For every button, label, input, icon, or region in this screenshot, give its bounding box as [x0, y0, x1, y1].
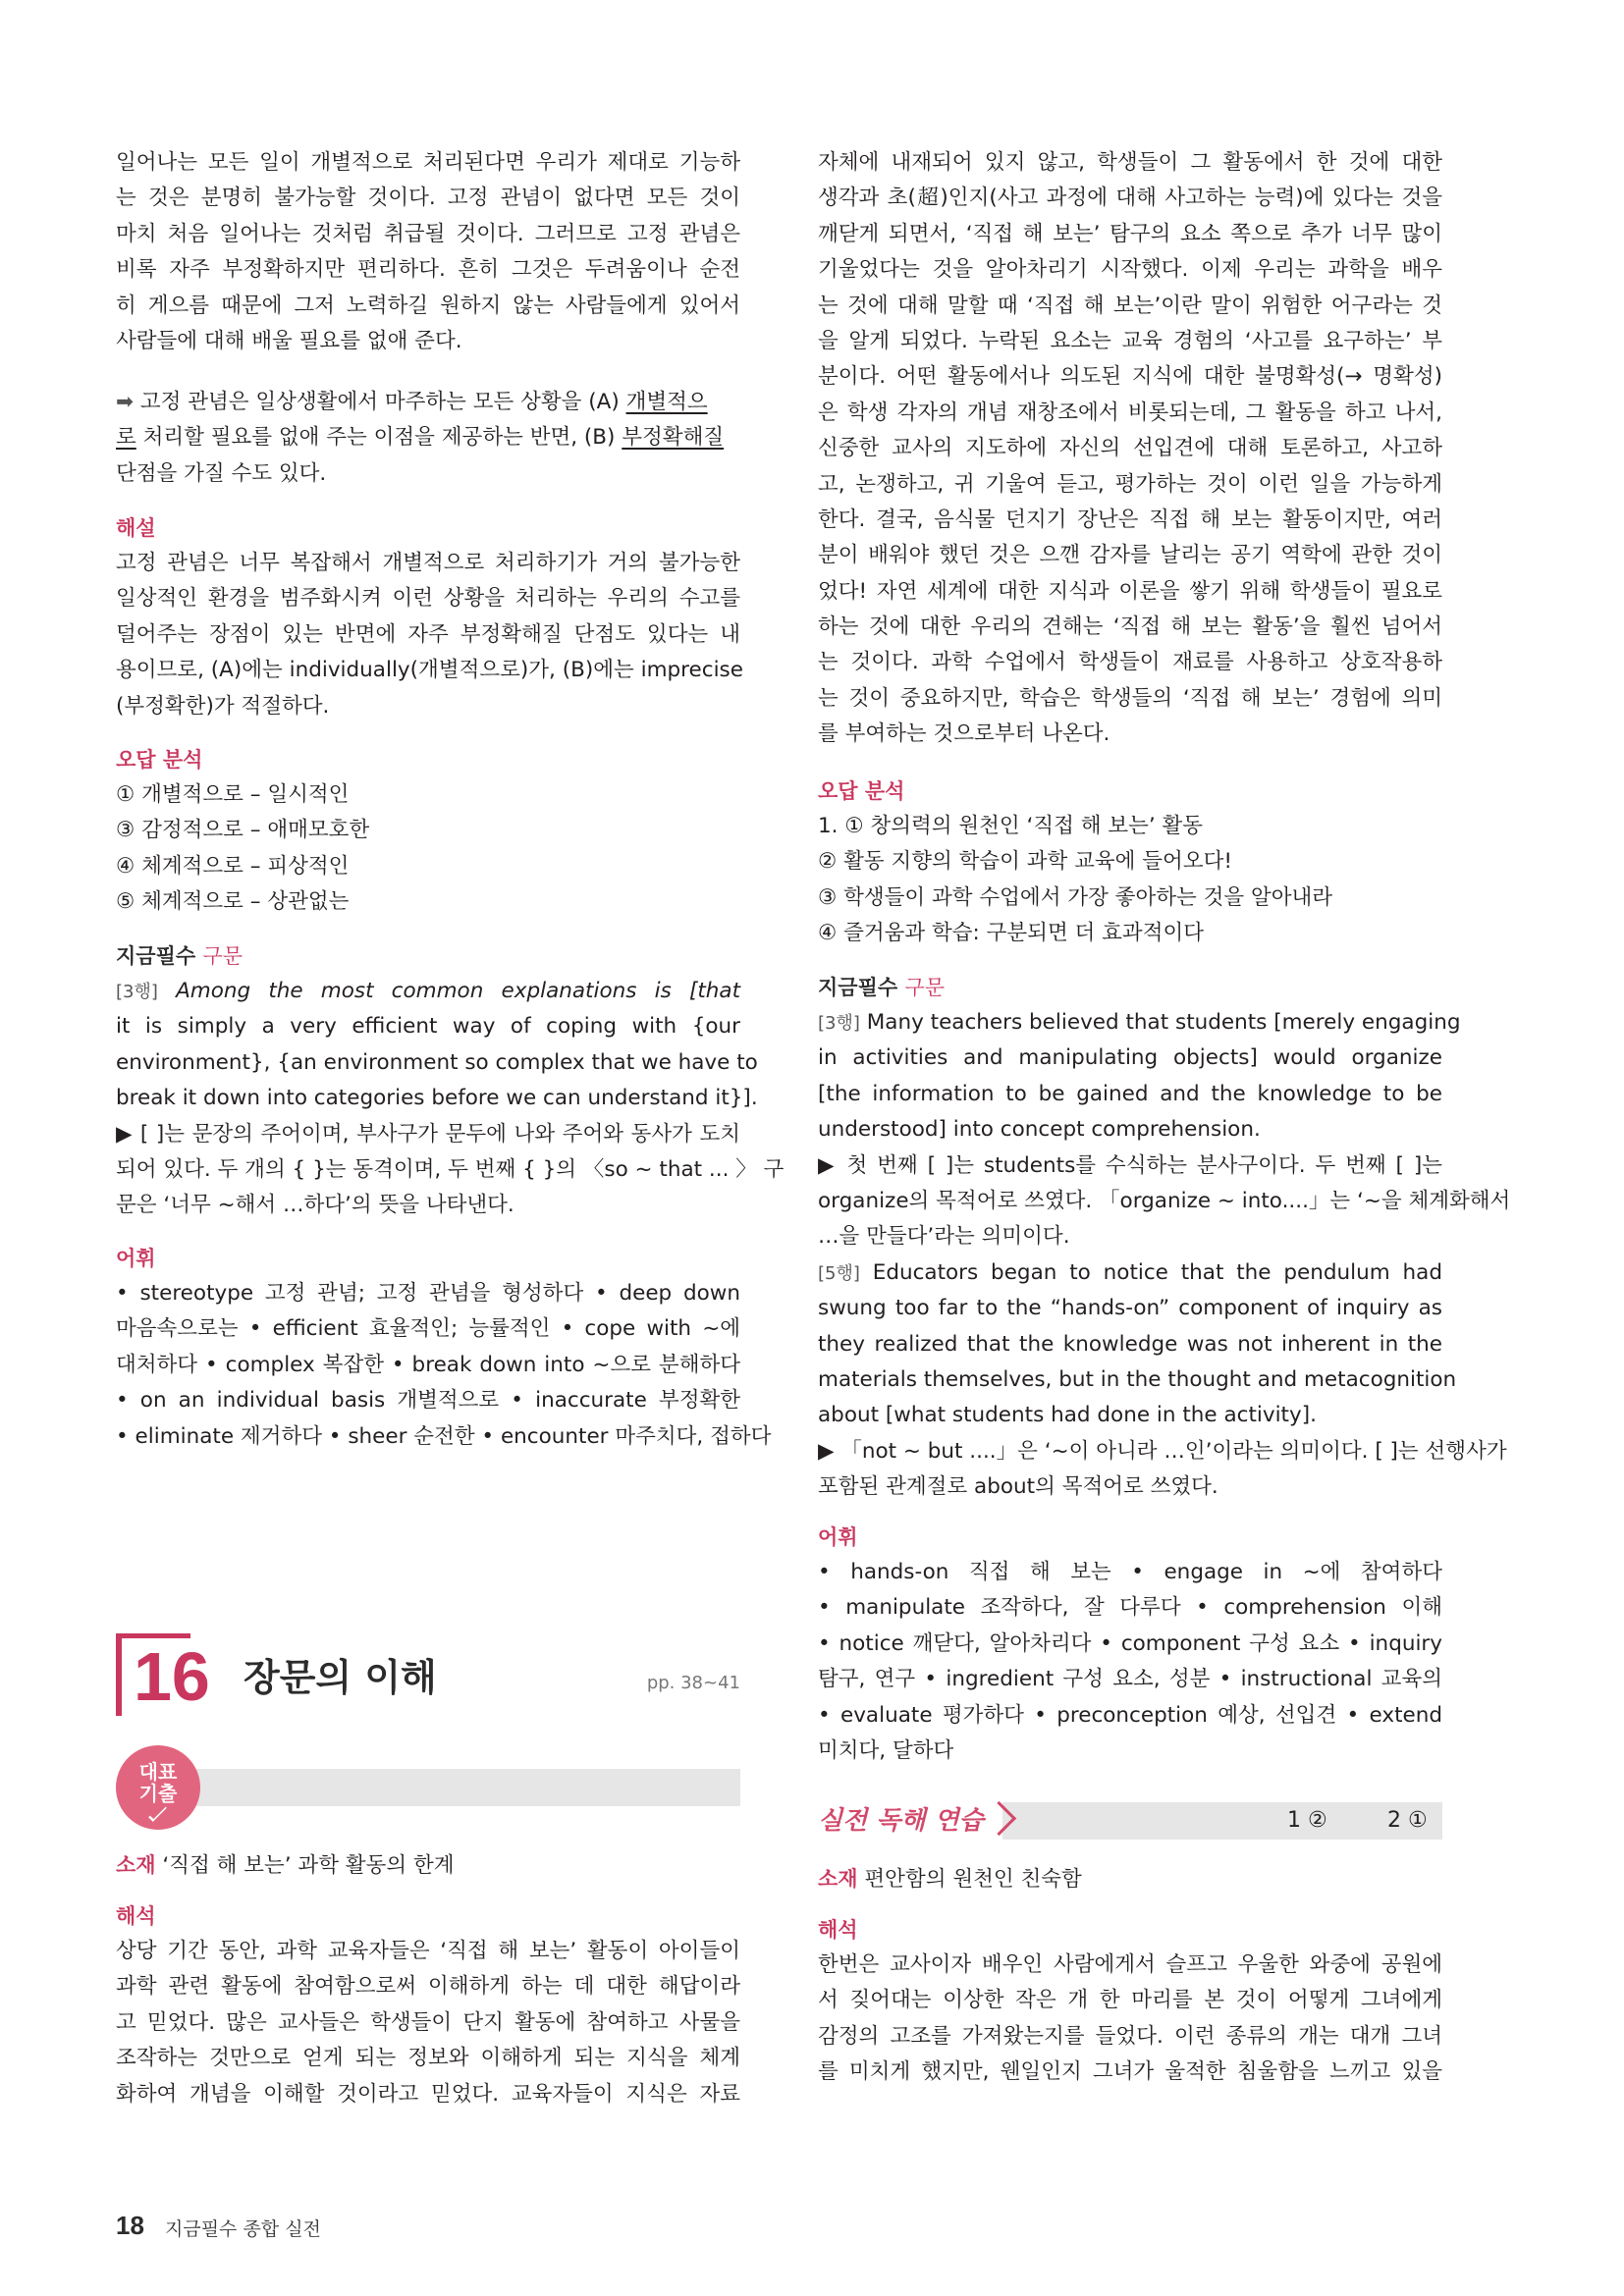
syntax-note: ▶ [ ]는 문장의 주어이며, 부사구가 문두에 나와 주어와 동사가 도치: [116, 1121, 740, 1147]
syntax-line: break it down into categories before we can understand it}].: [116, 1086, 758, 1111]
arrow-icon: ➡: [116, 390, 135, 414]
text-line: 비록 자주 부정확하지만 편리하다. 흔히 그것은 두려움이나 순전: [116, 257, 740, 283]
wrong-answer-section: [116, 742, 740, 921]
vocab-line: 마음속으로는 • efficient 효율적인; 능률적인 • cope with ~에: [116, 1316, 740, 1342]
chevron-down-icon: [148, 1803, 167, 1822]
text-line: 고, 논쟁하고, 귀 기울여 듣고, 평가하는 것이 이런 일을 가능하게: [818, 471, 1442, 497]
vocab-line: • stereotype 고정 관념; 고정 관념을 형성하다 • deep down: [116, 1281, 740, 1306]
text-line: 사람들에 대해 배울 필요를 없애 준다.: [116, 328, 462, 353]
text-line: 한다. 결국, 음식물 던지기 장난은 직접 해 보는 활동이지만, 여러: [818, 507, 1442, 532]
syntax-line: understood] into concept comprehension.: [818, 1117, 1261, 1143]
section-heading: 해석: [818, 1918, 858, 1942]
summary-line: 로 처리할 필요를 없애 주는 이점을 제공하는 반면, (B) 부정확해질: [116, 425, 725, 451]
representative-badge: 대표 기출: [116, 1745, 200, 1830]
syntax-note: organize의 목적어로 쓰였다. 「organize ~ into....」는 ‘~을 체계화해서: [818, 1188, 1511, 1213]
badge-bar: [155, 1769, 740, 1806]
text-line: 과학 관련 활동에 참여함으로써 이해하게 하는 데 대한 해답이라: [116, 1974, 740, 2000]
summary-line: ➡ 고정 관념은 일상생활에서 마주하는 모든 상황을 (A) 개별적으: [116, 390, 708, 414]
passage-translation-end: [116, 145, 740, 359]
text-line: 는 것은 분명히 불가능할 것이다. 고정 관념이 없다면 모든 것이: [116, 186, 740, 211]
syntax-line: environment}, {an environment so complex that we have to: [116, 1049, 758, 1075]
list-item: ④ 즐거움과 학습: 구분되면 더 효과적이다: [818, 921, 1204, 946]
text-line: 생각과 초(超)인지(사고 과정에 대해 사고하는 능력)에 있다는 것을: [818, 186, 1442, 211]
syntax-line: they realized that the knowledge was not inherent in the: [818, 1331, 1442, 1357]
syntax-note: 되어 있다. 두 개의 { }는 동격이며, 두 번째 { }의 〈so ~ that ... 〉 구: [116, 1156, 785, 1182]
text-line: 한번은 교사이자 배우인 사람에게서 슬프고 우울한 와중에 공원에: [818, 1952, 1442, 1977]
section-heading: 오답 분석: [818, 779, 905, 803]
text-line: 고정 관념은 너무 복잡해서 개별적으로 처리하기가 거의 불가능한: [116, 551, 740, 575]
text-line: 는 것이 중요하지만, 학습은 학생들의 ‘직접 해 보는’ 경험에 의미: [818, 685, 1442, 711]
syntax-line: swung too far to the “hands-on” component of inquiry as: [818, 1296, 1442, 1321]
list-item: ② 활동 지향의 학습이 과학 교육에 들어오다!: [818, 849, 1232, 875]
text-line: 었다! 자연 세계에 대한 지식과 이론을 쌓기 위해 학생들이 필요로: [818, 578, 1442, 604]
summary-line: 단점을 가질 수도 있다.: [116, 460, 327, 486]
section-heading: 어휘: [818, 1525, 858, 1549]
section-number: 16: [134, 1638, 210, 1715]
text-line: 고 믿었다. 많은 교사들은 학생들이 단지 활동에 참여하고 사물을: [116, 2009, 740, 2035]
syntax-line: in activities and manipulating objects] would organize: [818, 1045, 1442, 1071]
text-line: (부정확한)가 적절하다.: [116, 693, 330, 719]
representative-badge-row: [116, 1745, 740, 1832]
vocab-line: • on an individual basis 개별적으로 • inaccurate 부정확한: [116, 1388, 740, 1414]
text-line: 은 학생 각자의 개념 재창조에서 비롯되는데, 그 활동을 하고 나서,: [818, 400, 1442, 425]
vocab-line: • eliminate 제거하다 • sheer 순전한 • encounter 마주치다, 접하다: [116, 1423, 772, 1449]
text-line: 기울었다는 것을 알아차리기 시작했다. 이제 우리는 과학을 배우: [818, 257, 1442, 283]
text-line: 조작하는 것만으로 얻게 되는 정보와 이해하게 되는 지식을 체계: [116, 2046, 740, 2071]
section-heading: 해설: [116, 516, 156, 540]
text-line: 일상적인 환경을 범주화시켜 이런 상황을 처리하는 우리의 수고를: [116, 586, 740, 612]
vocab-line: 미치다, 달하다: [818, 1737, 954, 1763]
summary-block: [116, 385, 740, 492]
text-line: 는 것이다. 과학 수업에서 학생들이 재료를 사용하고 상호작용하: [818, 650, 1442, 675]
syntax-section: [116, 938, 785, 1224]
text-line: 신중한 교사의 지도하에 자신의 선입견에 대해 토론하고, 사고하: [818, 436, 1442, 461]
vocab-line: • manipulate 조작하다, 잘 다루다 • comprehension 이해: [818, 1595, 1442, 1621]
syntax-line: materials themselves, but in the thought and metacognition: [818, 1366, 1457, 1392]
syntax-line: [the information to be gained and the knowledge to be: [818, 1081, 1442, 1106]
answer-key-1: 1 ②: [1287, 1808, 1327, 1833]
topic-label: 소재: [116, 1853, 156, 1877]
text-line: 를 미치게 했지만, 웬일인지 그녀가 울적한 침울함을 느끼고 있을: [818, 2059, 1442, 2085]
text-line: 분이 배워야 했던 것은 으깬 감자를 날리는 공기 역학에 관한 것이: [818, 543, 1442, 568]
text-line: 자체에 내재되어 있지 않고, 학생들이 그 활동에서 한 것에 대한: [818, 150, 1442, 175]
passage-translation-continued: [818, 145, 1442, 753]
vocab-line: • hands-on 직접 해 보는 • engage in ~에 참여하다: [818, 1560, 1442, 1584]
text-line: 깨닫게 되면서, ‘직접 해 보는’ 탐구의 요소 쪽으로 추가 너무 많이: [818, 221, 1442, 246]
vocab-line: 대처하다 • complex 복잡한 • break down into ~으로 분해하다: [116, 1352, 740, 1377]
section-heading: 어휘: [116, 1247, 156, 1270]
practice-explanation: [818, 1912, 1442, 2091]
section-heading: 오답 분석: [116, 748, 203, 772]
section-heading: 지금필수 구문: [116, 944, 244, 968]
text-line: 하는 것에 대한 우리의 견해는 ‘직접 해 보는 활동’을 훨씬 넘어서: [818, 614, 1442, 640]
topic-line: 소재 편안함의 원천인 친숙함: [818, 1867, 1082, 1892]
text-line: 는 것에 대해 말할 때 ‘직접 해 보는’이란 말이 위험한 어구라는 것: [818, 293, 1442, 318]
text-line: 상당 기간 동안, 과학 교육자들은 ‘직접 해 보는’ 활동이 아이들이: [116, 1939, 740, 1963]
topic-line: 소재 ‘직접 해 보는’ 과학 활동의 한계: [116, 1853, 455, 1878]
section-16-header: [116, 1633, 740, 1722]
syntax-line: about [what students had done in the activity].: [818, 1403, 1317, 1428]
syntax-line: [5행] Educators began to notice that the pendulum had: [818, 1259, 1442, 1285]
list-item: ③ 학생들이 과학 수업에서 가장 좋아하는 것을 알아내라: [818, 884, 1333, 910]
list-item: ⑤ 체계적으로 – 상관없는: [116, 889, 350, 915]
list-item: ① 개별적으로 – 일시적인: [116, 782, 350, 807]
syntax-section: [818, 970, 1511, 1505]
syntax-line: it is simply a very efficient way of coping with {our: [116, 1014, 740, 1040]
list-item: ④ 체계적으로 – 피상적인: [116, 853, 350, 879]
explanation-section: [116, 510, 743, 724]
text-line: 감정의 고조를 가져왔는지를 들었다. 이런 종류의 개는 대개 그녀: [818, 2023, 1442, 2049]
text-line: 마치 처음 일어나는 것처럼 취급될 것이다. 그러므로 고정 관념은: [116, 221, 740, 246]
topic-label: 소재: [818, 1867, 858, 1891]
syntax-note: ▶ 첫 번째 [ ]는 students를 수식하는 분사구이다. 두 번째 [ ]는: [818, 1152, 1442, 1178]
syntax-note: ▶ 「not ~ but ....」은 ‘~이 아니라 …인’이라는 의미이다. [ ]는 선행사가: [818, 1438, 1507, 1464]
text-line: 를 부여하는 것으로부터 나온다.: [818, 721, 1110, 747]
syntax-line: [3행] Among the most common explanations is [that: [116, 979, 740, 1003]
text-line: 히 게으름 때문에 그저 노력하길 원하지 않는 사람들에게 있어서: [116, 293, 740, 318]
practice-title: 실전 독해 연습: [818, 1806, 984, 1836]
text-line: 일어나는 모든 일이 개별적으로 처리된다면 우리가 제대로 기능하: [116, 150, 740, 175]
text-line: 용이므로, (A)에는 individually(개별적으로)가, (B)에는 imprecise: [116, 658, 743, 683]
vocab-line: • notice 깨닫다, 알아차리다 • component 구성 요소 • inquiry: [818, 1630, 1442, 1656]
practice-bar: [818, 1802, 1442, 1840]
text-line: 덜어주는 장점이 있는 반면에 자주 부정확해질 단점도 있다는 내: [116, 621, 740, 647]
text-line: 분이다. 어떤 활동에서나 의도된 지식에 대한 불명확성(→ 명확성): [818, 364, 1442, 390]
vocabulary-section: [116, 1241, 772, 1455]
section-heading: 지금필수 구문: [818, 976, 946, 999]
vocabulary-section: [818, 1520, 1442, 1769]
syntax-note: 문은 ‘너무 ~해서 …하다’의 뜻을 나타낸다.: [116, 1193, 514, 1218]
section-title: 장문의 이해: [244, 1656, 437, 1699]
syntax-note: 포함된 관계절로 about의 목적어로 쓰였다.: [818, 1474, 1218, 1500]
sec16-explanation: [116, 1898, 740, 2112]
page-number: 18: [116, 2211, 144, 2240]
section-heading: 해석: [116, 1904, 156, 1928]
syntax-note: …을 만들다’라는 의미이다.: [818, 1224, 1070, 1250]
page-range: pp. 38~41: [646, 1673, 740, 1693]
text-line: 을 알게 되었다. 누락된 요소는 교육 경험의 ‘사고를 요구하는’ 부: [818, 328, 1442, 353]
list-item: ③ 감정적으로 – 애매모호한: [116, 818, 370, 843]
text-line: 화하여 개념을 이해할 것이라고 믿었다. 교육자들이 지식은 자료: [116, 2081, 740, 2107]
list-item: 1. ① 창의력의 원천인 ‘직접 해 보는’ 활동: [818, 814, 1204, 838]
book-title: 지금필수 종합 실전: [165, 2218, 321, 2240]
vocab-line: 탐구, 연구 • ingredient 구성 요소, 성분 • instructional 교육의: [818, 1667, 1442, 1692]
section-bracket: [116, 1633, 122, 1716]
wrong-answer-section: [818, 774, 1442, 952]
vocab-line: • evaluate 평가하다 • preconception 예상, 선입견 • extend: [818, 1702, 1442, 1728]
syntax-line: [3행] Many teachers believed that students [merely engaging: [818, 1010, 1461, 1035]
answer-key-2: 2 ①: [1387, 1808, 1428, 1833]
text-line: 서 짖어대는 이상한 작은 개 한 마리를 본 것이 어떻게 그녀에게: [818, 1988, 1442, 2013]
